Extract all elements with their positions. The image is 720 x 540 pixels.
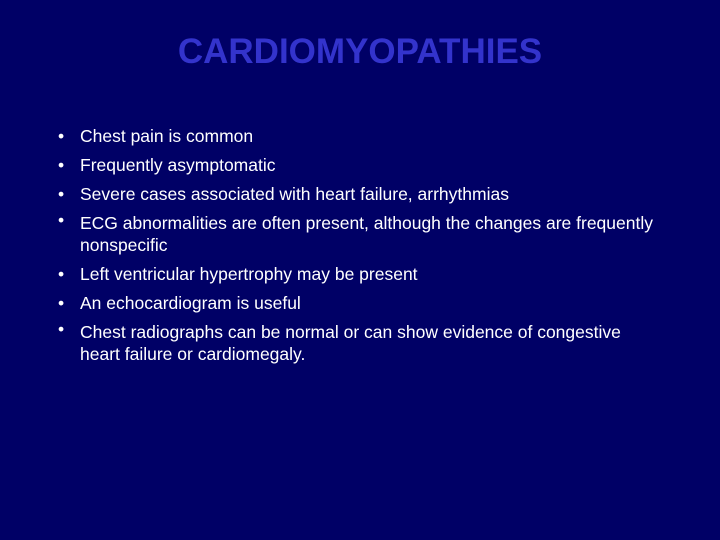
bullet-icon: • xyxy=(58,293,65,313)
list-item xyxy=(58,180,658,209)
bullet-icon: • xyxy=(58,210,65,230)
bullet-list xyxy=(58,122,658,369)
bullet-icon: • xyxy=(58,126,65,146)
bullet-icon: • xyxy=(58,319,65,339)
bullet-text: Left ventricular hypertrophy may be present xyxy=(80,264,418,284)
list-item xyxy=(58,260,658,289)
list-item xyxy=(58,122,658,151)
bullet-text: ECG abnormalities are often present, although the changes are frequently nonspecific xyxy=(80,213,653,255)
list-item xyxy=(58,151,658,180)
list-item xyxy=(58,209,658,260)
list-item xyxy=(58,289,658,318)
bullet-text: An echocardiogram is useful xyxy=(80,293,301,313)
list-item xyxy=(58,318,658,369)
bullet-icon: • xyxy=(58,264,65,284)
slide-title: CARDIOMYOPATHIES xyxy=(177,32,543,71)
bullet-icon: • xyxy=(58,155,65,175)
bullet-text: Chest pain is common xyxy=(80,126,254,146)
bullet-text: Severe cases associated with heart failure, arrhythmias xyxy=(80,184,509,204)
bullet-icon: • xyxy=(58,184,65,204)
bullet-text: Frequently asymptomatic xyxy=(80,155,276,175)
bullet-text: Chest radiographs can be normal or can show evidence of congestive heart failure or cardiomegaly. xyxy=(80,322,621,364)
